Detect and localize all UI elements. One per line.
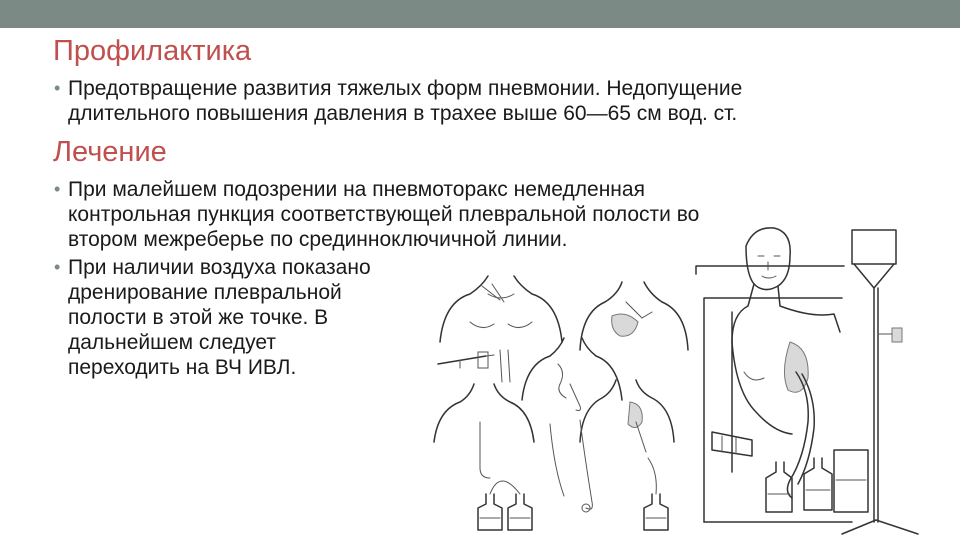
treatment-2-line-1: При наличии воздуха показано: [68, 256, 371, 279]
treatment-bullet-2: [54, 255, 371, 380]
prevention-line-2: длительного повышения давления в трахее выше 60—65 см вод. ст.: [68, 102, 738, 125]
treatment-2-line-4: дальнейшем следует: [68, 331, 277, 354]
treatment-bullet-1: [54, 177, 699, 252]
treatment-1-line-2: контрольная пункция соответствующей плевральной полости во: [68, 203, 700, 226]
infusion-stand: [842, 230, 918, 534]
bullet-marker: •: [54, 257, 61, 277]
bullet-marker: •: [54, 179, 61, 199]
prevention-bullet: [54, 76, 742, 126]
torso-figure-2: [580, 282, 688, 350]
prevention-line-1: Предотвращение развития тяжелых форм пневмонии. Недопущение: [68, 77, 743, 100]
treatment-1-line-1: При малейшем подозрении на пневмоторакс немедленная: [68, 178, 645, 201]
treatment-2-line-5: переходить на ВЧ ИВЛ.: [68, 356, 297, 379]
pleural-drainage-steps-illustration: [430, 272, 692, 534]
patient-with-pleural-drain-illustration: [692, 222, 944, 538]
treatment-1-line-3: втором межреберье по срединноключичной линии.: [68, 228, 568, 251]
torso-figure-3: [522, 338, 622, 411]
bullet-marker: •: [54, 78, 61, 98]
patient-figure: [732, 228, 840, 434]
collection-bottles: [478, 458, 668, 530]
collection-bottles: [766, 450, 868, 512]
treatment-2-line-3: полости в этой же точке. В: [68, 306, 329, 329]
heading-prevention: Профилактика: [53, 35, 252, 67]
torso-figure-1: [440, 276, 562, 342]
treatment-2-line-2: дренирование плевральной: [68, 281, 342, 304]
drain-tube: [550, 420, 592, 512]
instruments: [438, 350, 510, 382]
torso-figure-5: [434, 384, 534, 478]
torso-figure-4: [580, 380, 674, 452]
top-accent-bar: [0, 0, 960, 28]
bed-frame: [696, 266, 852, 522]
heading-treatment: Лечение: [53, 136, 167, 168]
